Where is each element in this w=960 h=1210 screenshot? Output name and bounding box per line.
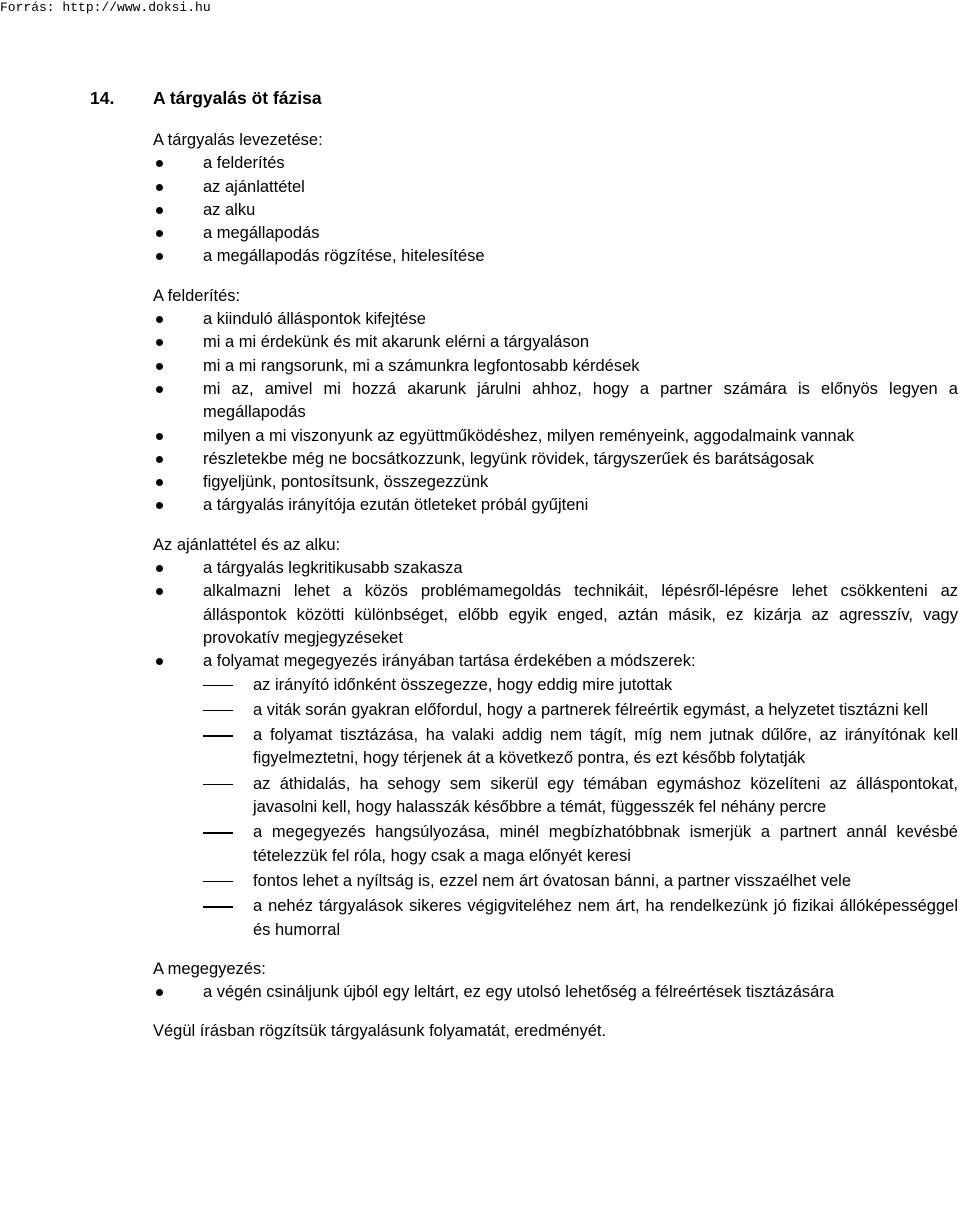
- document-body: [90, 86, 958, 1044]
- list-item: mi a mi érdekünk és mit akarunk elérni a tárgyaláson: [153, 331, 958, 354]
- method-item: a folyamat tisztázása, ha valaki addig nem tágít, míg nem jutnak dűlőre, az irányítónak kell figyelmeztetni, hogy térjenek át a következő pontra, és ezt később folytatják: [203, 724, 958, 771]
- list-item: a kiinduló álláspontok kifejtése: [153, 308, 958, 331]
- method-item: az irányító időnként összegezze, hogy eddig mire jutottak: [203, 674, 958, 697]
- list-item: alkalmazni lehet a közös problémamegoldás technikáit, lépésről-lépésre lehet csökkenteni az álláspontok közötti különbséget, előbb egyik enged, aztán másik, ez kizárja az agresszív, vagy provokatív megjegyzéseket: [153, 580, 958, 650]
- levezetes-list: [153, 152, 958, 268]
- method-item: a megegyezés hangsúlyozása, minél megbízhatóbbnak ismerjük a partnert annál kevésbé tételezzük fel róla, hogy csak a maga előnyét keresi: [203, 821, 958, 868]
- list-item: mi a mi rangsorunk, mi a számunkra legfontosabb kérdések: [153, 355, 958, 378]
- felderites-label: A felderítés:: [153, 286, 241, 305]
- source-line: Forrás: http://www.doksi.hu: [0, 0, 211, 15]
- list-item: részletekbe még ne bocsátkozzunk, legyünk rövidek, tárgyszerűek és barátságosak: [153, 448, 958, 471]
- list-item: [153, 650, 958, 942]
- methods-list: [203, 674, 958, 942]
- megegyezes-list: [153, 981, 958, 1004]
- list-item: az alku: [153, 199, 958, 222]
- heading-number: 14.: [90, 88, 115, 108]
- list-item: milyen a mi viszonyunk az együttműködéshez, milyen reményeink, aggodalmaink vannak: [153, 425, 958, 448]
- list-item: figyeljünk, pontosítsunk, összegezzünk: [153, 471, 958, 494]
- methods-intro: a folyamat megegyezés irányában tartása érdekében a módszerek:: [203, 652, 696, 671]
- list-item: a megállapodás rögzítése, hitelesítése: [153, 245, 958, 268]
- list-item: a felderítés: [153, 152, 958, 175]
- list-item: a tárgyalás legkritikusabb szakasza: [153, 557, 958, 580]
- list-item: mi az, amivel mi hozzá akarunk járulni ahhoz, hogy a partner számára is előnyös legyen a megállapodás: [153, 378, 958, 425]
- section-heading: [90, 86, 958, 110]
- list-item: az ajánlattétel: [153, 176, 958, 199]
- list-item: a megállapodás: [153, 222, 958, 245]
- ajanlattetel-list: [153, 557, 958, 942]
- levezetes-label: A tárgyalás levezetése:: [153, 131, 323, 149]
- ajanlattetel-label: Az ajánlattétel és az alku:: [153, 535, 341, 554]
- method-item: a viták során gyakran előfordul, hogy a partnerek félreértik egymást, a helyzetet tisztázni kell: [203, 699, 958, 722]
- closing-sentence: Végül írásban rögzítsük tárgyalásunk folyamatát, eredményét.: [153, 1022, 607, 1041]
- list-item: a végén csináljunk újból egy leltárt, ez egy utolsó lehetőség a félreértések tisztázására: [153, 981, 958, 1004]
- method-item: fontos lehet a nyíltság is, ezzel nem árt óvatosan bánni, a partner visszaélhet vele: [203, 870, 958, 893]
- megegyezes-label: A megegyezés:: [153, 959, 266, 978]
- heading-title: A tárgyalás öt fázisa: [153, 88, 322, 108]
- method-item: a nehéz tárgyalások sikeres végigviteléhez nem árt, ha rendelkezünk jó fizikai állóképességgel és humorral: [203, 895, 958, 942]
- felderites-list: [153, 308, 958, 518]
- method-item: az áthidalás, ha sehogy sem sikerül egy témában egymáshoz közelíteni az álláspontokat, javasolni kell, hogy halasszák későbbre a témát, függesszék fel néhány percre: [203, 773, 958, 820]
- list-item: a tárgyalás irányítója ezután ötleteket próbál gyűjteni: [153, 494, 958, 517]
